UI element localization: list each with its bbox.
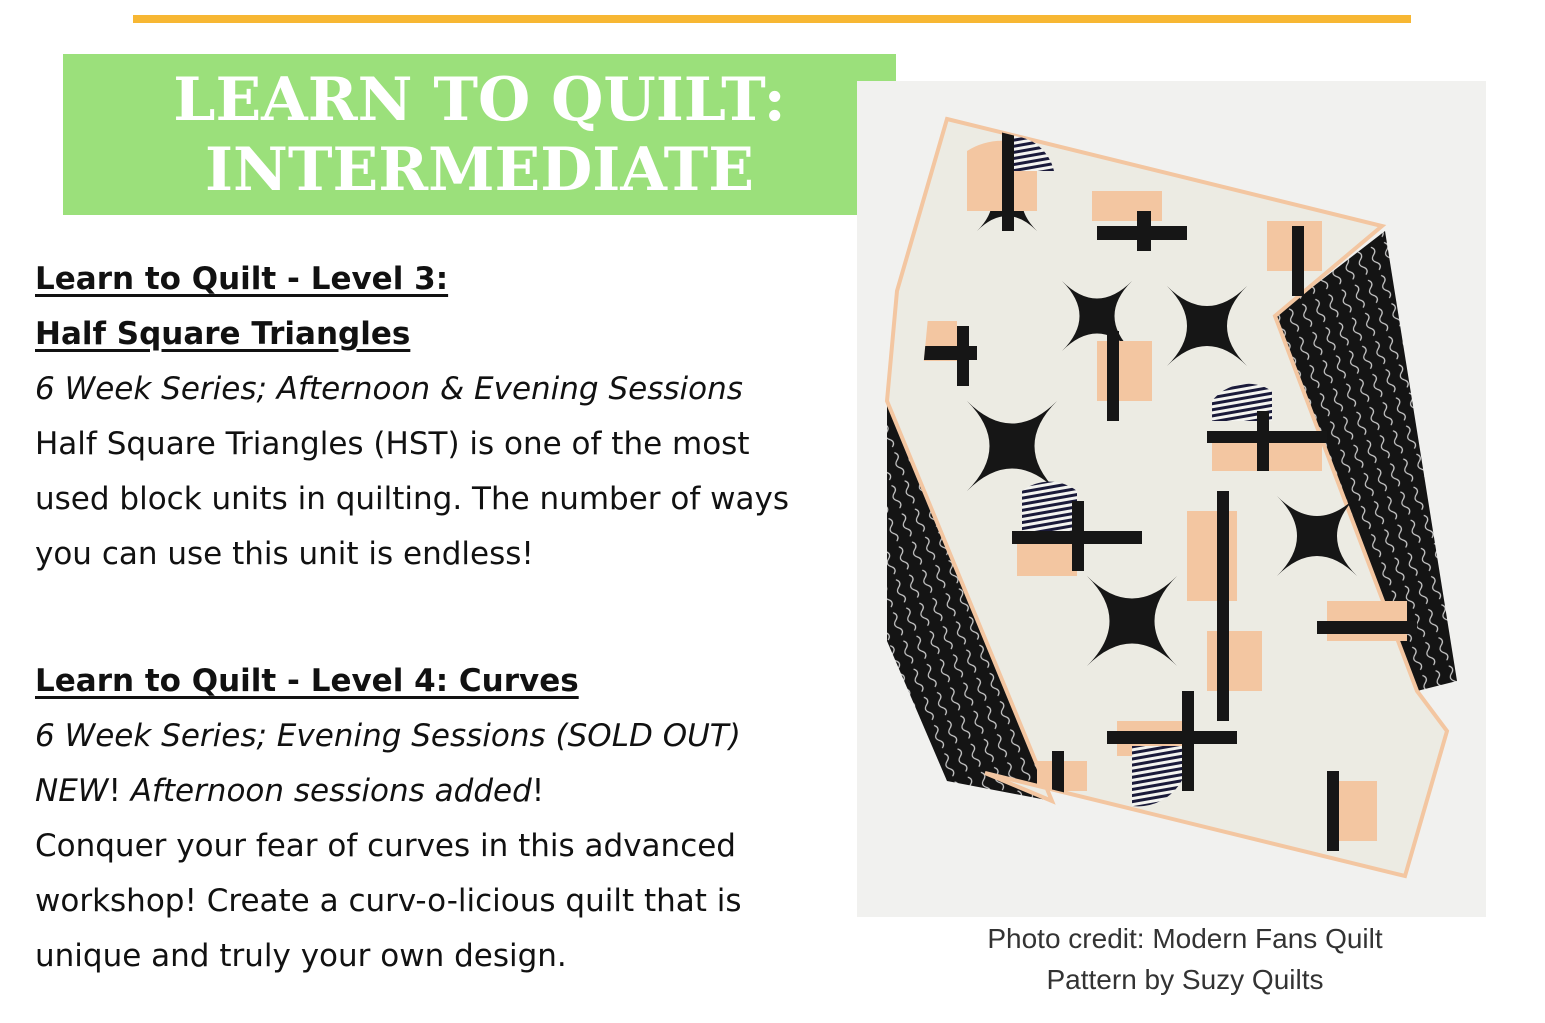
photo-caption: [900, 918, 1470, 1000]
level-3-schedule: 6 Week Series; Afternoon & Evening Sessions: [35, 371, 743, 407]
page-title-line-1: LEARN TO QUILT:: [173, 64, 786, 135]
level-4-description-line: unique and truly your own design.: [35, 938, 567, 974]
level-4-description-line: Conquer your fear of curves in this advanced: [35, 828, 736, 864]
level-4-new-note: [35, 764, 865, 819]
level-3-description-line: used block units in quilting. The number of ways: [35, 481, 789, 517]
quilt-photo: [857, 81, 1486, 917]
class-descriptions: [35, 252, 865, 984]
caption-line-2: Pattern by Suzy Quilts: [1046, 964, 1324, 995]
level-4-section: [35, 654, 865, 984]
new-text: Afternoon sessions added: [130, 773, 532, 809]
new-punct-end: !: [531, 773, 545, 809]
quilt-illustration: [857, 81, 1486, 917]
level-3-heading-line-2: Half Square Triangles: [35, 316, 411, 352]
new-punct: !: [108, 773, 131, 809]
new-label: NEW: [35, 773, 109, 809]
level-3-section: [35, 252, 865, 582]
level-3-description-line: you can use this unit is endless!: [35, 536, 534, 572]
level-4-heading: Learn to Quilt - Level 4: Curves: [35, 663, 579, 699]
page-title-line-2: INTERMEDIATE: [204, 134, 755, 205]
level-3-heading-line-1: Learn to Quilt - Level 3:: [35, 261, 449, 297]
level-3-description-line: Half Square Triangles (HST) is one of the most: [35, 426, 750, 462]
level-4-description-line: workshop! Create a curv-o-licious quilt that is: [35, 883, 742, 919]
level-4-schedule: 6 Week Series; Evening Sessions (SOLD OUT): [35, 718, 741, 754]
caption-line-1: Photo credit: Modern Fans Quilt: [987, 923, 1383, 954]
title-banner: [63, 54, 896, 215]
top-accent-rule: [133, 15, 1411, 23]
